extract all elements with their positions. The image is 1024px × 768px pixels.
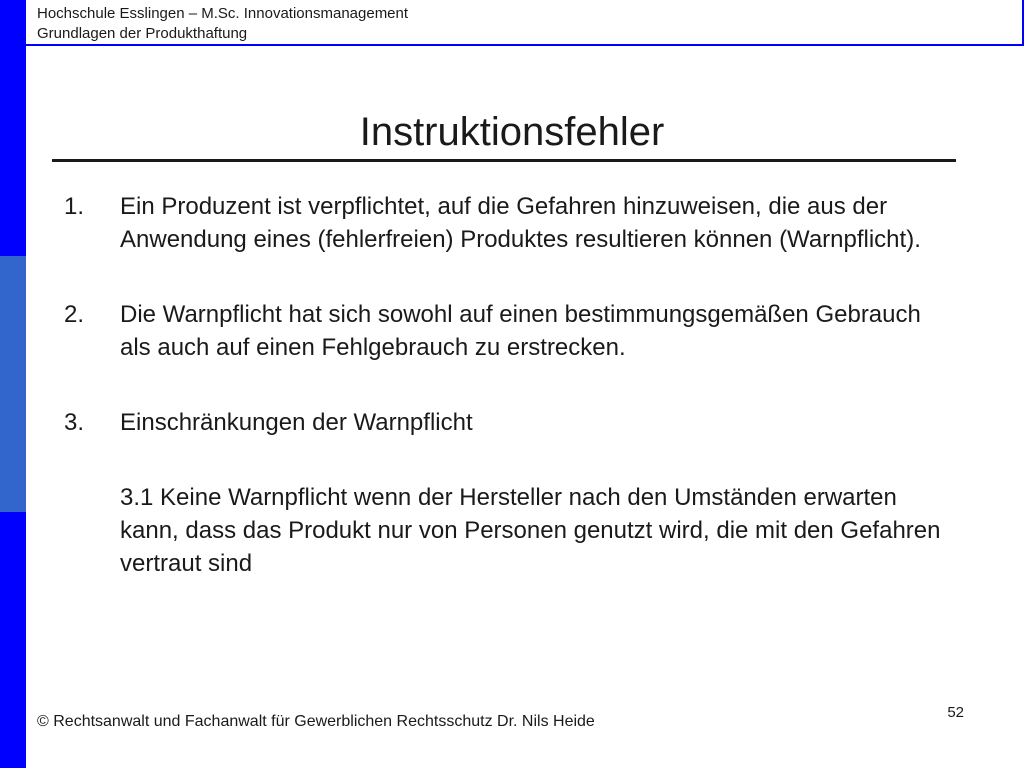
- page-number: 52: [947, 704, 964, 721]
- slide-title: Instruktionsfehler: [359, 110, 665, 154]
- header-course: Grundlagen der Produkthaftung: [37, 25, 248, 42]
- list-item-number: 3.: [64, 409, 85, 436]
- accent-bar-segment-middle: [0, 256, 26, 512]
- list-item: [58, 298, 958, 364]
- sub-list-item-text: 3.1 Keine Warnpflicht wenn der Hersteller nach den Umständen erwarten kann, dass das Produkt nur von Personen genutzt wird, die mit den Gefahren vertraut sind: [120, 484, 941, 577]
- slide-body: [58, 190, 958, 580]
- list-item-text: Die Warnpflicht hat sich sowohl auf einen bestimmungsgemäßen Gebrauch als auch auf einen Fehlgebrauch zu erstrecken.: [120, 301, 921, 361]
- footer-copyright: © Rechtsanwalt und Fachanwalt für Gewerblichen Rechtsschutz Dr. Nils Heide: [37, 713, 595, 730]
- header-institution: Hochschule Esslingen – M.Sc. Innovationsmanagement: [37, 5, 409, 22]
- accent-bar-segment-bottom: [0, 512, 26, 768]
- list-item-number: 2.: [64, 301, 85, 328]
- list-item-text: Einschränkungen der Warnpflicht: [120, 409, 473, 436]
- header-divider: [26, 44, 1024, 46]
- slide-header: [37, 4, 408, 44]
- sub-list-item: [58, 481, 958, 580]
- list-item-text: Ein Produzent ist verpflichtet, auf die Gefahren hinzuweisen, die aus der Anwendung eines (fehlerfreien) Produktes resultieren können (Warnpflicht).: [120, 193, 921, 253]
- list-item: [58, 190, 958, 256]
- list-item: [58, 406, 958, 439]
- list-item-number: 1.: [64, 193, 85, 220]
- title-underline: [52, 159, 956, 162]
